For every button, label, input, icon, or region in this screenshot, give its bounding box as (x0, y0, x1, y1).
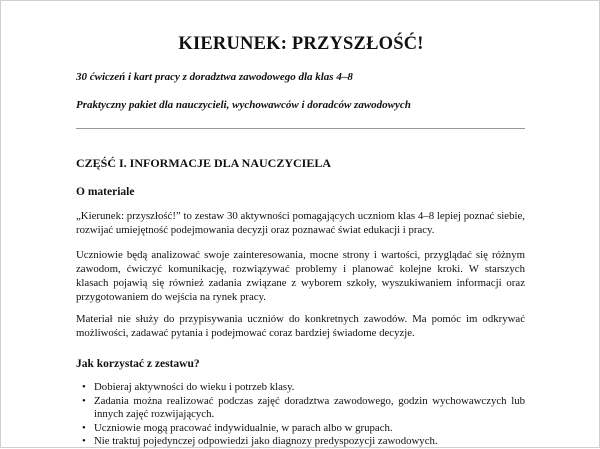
list-item (76, 435, 525, 449)
subtitle-exercises: 30 ćwiczeń i kart pracy z doradztwa zawodowego dla klas 4–8 (76, 71, 353, 83)
paragraph-intro: „Kierunek: przyszłość!” to zestaw 30 aktywności pomagających uczniom klas 4–8 lepiej poznać siebie, rozwijać umiejętność podejmowania decyzji oraz poznawać świat edukacji i pracy. (76, 210, 525, 236)
paragraph-purpose: Materiał nie służy do przypisywania uczniów do konkretnych zawodów. Ma pomóc im odkrywać możliwości, zadawać pytania i podejmować coraz bardziej świadome decyzje. (76, 313, 525, 339)
subtitle-audience: Praktyczny pakiet dla nauczycieli, wychowawców i doradców zawodowych (76, 99, 411, 111)
list-item-text: Dobieraj aktywności do wieku i potrzeb klasy. (94, 381, 295, 393)
list-item (76, 395, 525, 422)
paragraph-activities: Uczniowie będą analizować swoje zainteresowania, mocne strony i wartości, przyglądać się różnym zawodom, ćwiczyć komunikację, rozwiązywać problemy i planować kolejne kroki. W starszych klasach pojawią się również zadania związane z wyborem szkoły, wyszukiwaniem informacji oraz przygotowaniem do wejścia na rynek pracy. (76, 249, 525, 303)
bullet-icon: • (82, 435, 86, 447)
bullet-icon: • (82, 394, 86, 407)
list-item-text: Uczniowie mogą pracować indywidualnie, w parach albo w grupach. (94, 421, 393, 434)
document-title: KIERUNEK: PRZYSZŁOŚĆ! (178, 34, 424, 54)
howto-heading: Jak korzystać z zestawu? (76, 358, 200, 370)
about-heading: O materiale (76, 186, 135, 198)
horizontal-rule (76, 128, 525, 129)
bullet-icon: • (82, 381, 86, 393)
list-item-text: Zadania można realizować podczas zajęć doradztwa zawodowego, godzin wychowawczych lub innych zajęć rozwijających. (94, 394, 525, 420)
list-item-text: Nie traktuj pojedynczej odpowiedzi jako diagnozy predyspozycji zawodowych. (94, 435, 438, 447)
section-heading: CZĘŚĆ I. INFORMACJE DLA NAUCZYCIELA (76, 156, 332, 170)
bullet-icon: • (82, 421, 86, 434)
list-item (76, 422, 525, 436)
howto-list (76, 381, 525, 449)
list-item (76, 381, 525, 395)
